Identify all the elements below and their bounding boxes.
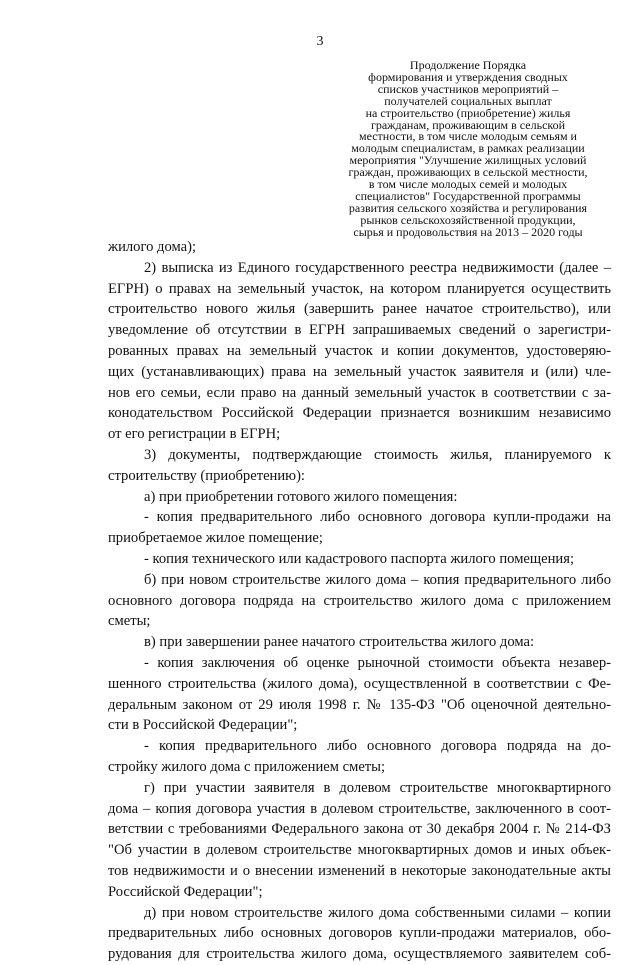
body-line: ЕГРН) о правах на земельный участок, на котором планируется осуществить (108, 280, 611, 297)
header-line: сырья и продовольствия на 2013 – 2020 годы (353, 224, 583, 239)
header-line: молодым специалистам, в рамках реализации (351, 141, 585, 156)
body-line: рудования для строительства жилого дома, осуществляемого заявителем соб- (108, 946, 611, 963)
body-line: - копия заключения об оценке рыночной стоимости объекта незавер- (144, 654, 611, 671)
header-line: формирования и утверждения сводных (368, 69, 568, 84)
header-line: в том числе молодых семей и молодых (368, 177, 568, 192)
header-line: Продолжение Порядка (409, 58, 527, 72)
body-line: строительству (приобретению): (108, 467, 305, 484)
header-line: мероприятия "Улучшение жилищных условий (349, 153, 587, 168)
header-line: специалистов" Государственной программы (355, 188, 581, 203)
header-line: получателей социальных выплат (384, 93, 552, 108)
body-line: "Об участии в долевом строительстве многоквартирных домов и иных объек- (108, 842, 611, 859)
body-line: тов недвижимости и о внесении изменений в некоторые законодательные акты (108, 862, 611, 879)
body-line: в) при завершении ранее начатого строительства жилого дома: (144, 634, 535, 651)
body-line: а) при приобретении готового жилого помещения: (144, 488, 458, 505)
body-line: Российской Федерации"; (108, 883, 263, 900)
header-line: рынков сельскохозяйственной продукции, (360, 212, 576, 227)
body-line: г) при участии заявителя в долевом строительстве многоквартирного (144, 779, 611, 796)
body-line: от его регистрации в ЕГРН; (108, 426, 281, 443)
body-line: - копия предварительного либо основного договора подряда на до- (144, 738, 611, 755)
body-line: уведомление об отсутствии в ЕГРН запрашиваемых сведений о зарегистри- (108, 322, 611, 339)
body-line: основного договора подряда на строительство жилого дома с приложением (108, 592, 611, 609)
header-line: списков участников мероприятий – (377, 81, 559, 96)
body-line: стройку жилого дома с приложением сметы; (108, 758, 386, 775)
body-line: 3) документы, подтверждающие стоимость жилья, планируемого к (144, 446, 611, 463)
header-line: гражданам, проживающим в сельской (370, 117, 566, 132)
body-line: щих (устанавливающих) права на земельный участок заявителя и (или) чле- (108, 363, 611, 380)
body-line: 2) выписка из Единого государственного реестра недвижимости (далее – (144, 259, 611, 276)
body-line: рованных правах на земельный участок и копии документов, удостоверяю- (108, 342, 611, 359)
header-line: граждан, проживающих в сельской местности, (348, 165, 588, 180)
header-line: местности, в том числе молодым семьям и (359, 129, 577, 144)
page-number: 3 (316, 34, 324, 49)
body-line: дома – копия договора участия в долевом строительстве, заключенного в соот- (108, 800, 611, 817)
body-line: предварительных либо основных договоров купли-продажи материалов, обо- (108, 925, 611, 942)
body-line: строительство нового жилья (завершить ранее начатое строительство), или (108, 301, 611, 318)
body-line: шенного строительства (жилого дома), осуществленной в соответствии с Фе- (108, 675, 611, 692)
header-line: на строительство (приобретение) жилья (365, 105, 571, 120)
body-line: - копия технического или кадастрового паспорта жилого помещения; (144, 550, 575, 567)
document-header (318, 60, 618, 239)
body-line: д) при новом строительстве жилого дома собственными силами – копии (144, 904, 611, 921)
body-line: деральным законом от 29 июля 1998 г. № 135-ФЗ "Об оценочной деятельно- (108, 696, 611, 713)
body-line: жилого дома); (108, 239, 197, 255)
body-line: ветствии с требованиями Федерального закона от 30 декабря 2004 г. № 214-ФЗ (108, 821, 611, 838)
body-line: конодательством Российской Федерации признается возникшим независимо (108, 405, 611, 422)
body-line: нов его семьи, если право на данный земельный участок в соответствии с за- (108, 384, 611, 401)
body-line: б) при новом строительстве жилого дома – копия предварительного либо (144, 571, 611, 588)
body-line: сти в Российской Федерации"; (108, 717, 298, 734)
body-line: - копия предварительного либо основного договора купли-продажи на (144, 509, 611, 526)
body-line: сметы; (108, 613, 151, 630)
document-body (108, 237, 611, 965)
header-line: развития сельского хозяйства и регулирования (348, 200, 588, 215)
body-line: приобретаемое жилое помещение; (108, 530, 323, 547)
